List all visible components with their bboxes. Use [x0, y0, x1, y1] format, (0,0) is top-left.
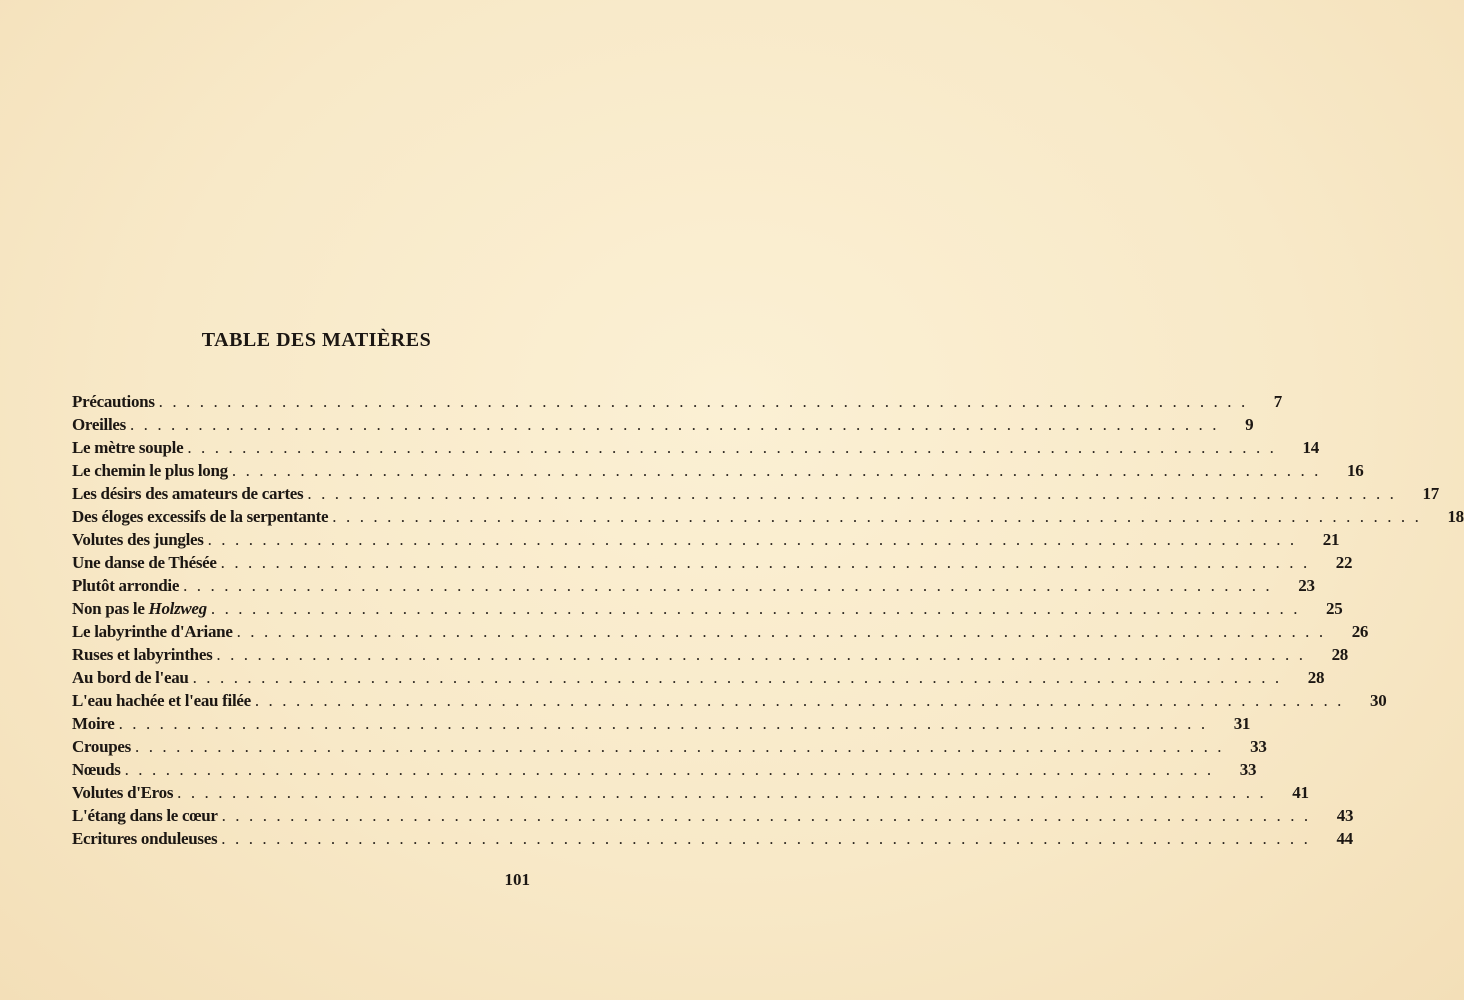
dot-leader: . . . . . . . . . . . . . . . . . . . . . . . . . . . . . . . . . . . . . . . . . . . . . . . . . . . . . . . . . . . . . . . . . . . . . . . . . . . . . . . . [207, 530, 1297, 549]
toc-entry-page: 28 [1331, 645, 1348, 664]
toc-entry-title-text: Les désirs des amateurs de cartes [72, 484, 304, 503]
toc-entry-title [72, 551, 217, 574]
toc-entry-page: 22 [1335, 553, 1353, 572]
toc-entry-page: 16 [1347, 461, 1364, 480]
toc-entry-title [72, 666, 189, 689]
toc-entry-title [72, 482, 303, 505]
toc-entry [72, 413, 1254, 436]
toc-entry-title-text: Volutes d'Eros [72, 783, 174, 802]
dot-leader: . . . . . . . . . . . . . . . . . . . . . . . . . . . . . . . . . . . . . . . . . . . . . . . . . . . . . . . . . . . . . . . . . . . . . . . . . . . . . . . . [221, 806, 1311, 825]
dot-leader: . . . . . . . . . . . . . . . . . . . . . . . . . . . . . . . . . . . . . . . . . . . . . . . . . . . . . . . . . . . . . . . . . . . . . . . . . . . . . . . . [220, 553, 1310, 572]
dot-leader: . . . . . . . . . . . . . . . . . . . . . . . . . . . . . . . . . . . . . . . . . . . . . . . . . . . . . . . . . . . . . . . . . . . . . . . . . . . . . . . . [187, 438, 1277, 457]
toc-entry [72, 574, 1315, 597]
toc-entry-title [72, 528, 204, 551]
toc-entry-title-text: Plutôt arrondie [72, 576, 180, 595]
toc-entry-title-text: Au bord de l'eau [72, 668, 189, 687]
toc-entry [72, 620, 1369, 643]
toc-entry-title [72, 436, 183, 459]
toc-entry-title-text: Oreilles [72, 415, 126, 434]
toc-entry [72, 827, 1353, 850]
toc-entry-page: 43 [1336, 806, 1354, 825]
toc-entry-title [72, 827, 217, 850]
toc-entry [72, 528, 1340, 551]
toc-entry-title-text: Croupes [72, 737, 131, 756]
toc-entry-title-text: Moire [72, 714, 115, 733]
toc-entry-title [72, 804, 218, 827]
toc-entry-title-text: Ecritures onduleuses [72, 829, 218, 848]
toc-entry-title [72, 781, 173, 804]
toc-entry-title-text: Précautions [72, 392, 155, 411]
dot-leader: . . . . . . . . . . . . . . . . . . . . . . . . . . . . . . . . . . . . . . . . . . . . . . . . . . . . . . . . . . . . . . . . . . . . . . . . . . . . . . . . [124, 760, 1214, 779]
toc-entry-title [72, 712, 115, 735]
toc-entry-title [72, 505, 328, 528]
dot-leader: . . . . . . . . . . . . . . . . . . . . . . . . . . . . . . . . . . . . . . . . . . . . . . . . . . . . . . . . . . . . . . . . . . . . . . . . . . . . . . . . [254, 691, 1345, 710]
toc-entry-title [72, 758, 121, 781]
toc-entry-title-text: Le chemin le plus long [72, 461, 228, 480]
toc-entry [72, 735, 1267, 758]
toc-entry-page: 28 [1307, 668, 1325, 687]
dot-leader: . . . . . . . . . . . . . . . . . . . . . . . . . . . . . . . . . . . . . . . . . . . . . . . . . . . . . . . . . . . . . . . . . . . . . . . . . . . . . . . . [135, 737, 1225, 756]
toc-entry-page: 23 [1298, 576, 1315, 595]
toc-entry-title-text: L'étang dans le cœur [72, 806, 218, 825]
dot-leader: . . . . . . . . . . . . . . . . . . . . . . . . . . . . . . . . . . . . . . . . . . . . . . . . . . . . . . . . . . . . . . . . . . . . . . . . . . . . . . . . [183, 576, 1273, 595]
toc-entry [72, 459, 1364, 482]
toc-entry-title-text: Non pas le [72, 599, 149, 618]
dot-leader: . . . . . . . . . . . . . . . . . . . . . . . . . . . . . . . . . . . . . . . . . . . . . . . . . . . . . . . . . . . . . . . . . . . . . . . . . . . . . . . . [118, 714, 1208, 733]
dot-leader: . . . . . . . . . . . . . . . . . . . . . . . . . . . . . . . . . . . . . . . . . . . . . . . . . . . . . . . . . . . . . . . . . . . . . . . . . . . . . . . . [307, 484, 1397, 503]
toc-entry [72, 597, 1343, 620]
toc-entry-page: 9 [1245, 415, 1254, 434]
toc-entry-page: 31 [1233, 714, 1251, 733]
page-title: TABLE DES MATIÈRES [201, 329, 432, 352]
dot-leader: . . . . . . . . . . . . . . . . . . . . . . . . . . . . . . . . . . . . . . . . . . . . . . . . . . . . . . . . . . . . . . . . . . . . . . . . . . . . . . . . [129, 415, 1220, 434]
toc-entry [72, 643, 1348, 666]
dot-leader: . . . . . . . . . . . . . . . . . . . . . . . . . . . . . . . . . . . . . . . . . . . . . . . . . . . . . . . . . . . . . . . . . . . . . . . . . . . . . . . . [221, 829, 1311, 848]
toc-entry-title-text: Le labyrinthe d'Ariane [72, 622, 233, 641]
toc-entry-page: 41 [1292, 783, 1309, 802]
toc-entry [72, 781, 1309, 804]
toc-entry [72, 666, 1325, 689]
toc-entry [72, 689, 1387, 712]
toc-entry [72, 482, 1439, 505]
toc-entry-page: 26 [1351, 622, 1369, 641]
dot-leader: . . . . . . . . . . . . . . . . . . . . . . . . . . . . . . . . . . . . . . . . . . . . . . . . . . . . . . . . . . . . . . . . . . . . . . . . . . . . . . . . [158, 392, 1248, 411]
toc-entry-title [72, 620, 233, 643]
toc-entry-title [72, 689, 251, 712]
toc-entry [72, 712, 1251, 735]
toc-entry-title-text: Des éloges excessifs de la serpentante [72, 507, 329, 526]
toc-entry-page: 33 [1239, 760, 1257, 779]
toc-entry [72, 758, 1257, 781]
toc-entry-page: 14 [1302, 438, 1319, 457]
dot-leader: . . . . . . . . . . . . . . . . . . . . . . . . . . . . . . . . . . . . . . . . . . . . . . . . . . . . . . . . . . . . . . . . . . . . . . . . . . . . . . . . [177, 783, 1267, 802]
toc-entry-title-text: Nœuds [72, 760, 121, 779]
toc-entry-page: 25 [1326, 599, 1343, 618]
toc-entry [72, 551, 1353, 574]
toc-entry-title [72, 597, 207, 620]
toc-entry-title-text: Le mètre souple [72, 438, 184, 457]
dot-leader: . . . . . . . . . . . . . . . . . . . . . . . . . . . . . . . . . . . . . . . . . . . . . . . . . . . . . . . . . . . . . . . . . . . . . . . . . . . . . . . . [216, 645, 1306, 664]
toc-entry-page: 33 [1250, 737, 1267, 756]
toc-entry-title-text: Volutes des jungles [72, 530, 204, 549]
toc-entry-title [72, 390, 155, 413]
dot-leader: . . . . . . . . . . . . . . . . . . . . . . . . . . . . . . . . . . . . . . . . . . . . . . . . . . . . . . . . . . . . . . . . . . . . . . . . . . . . . . . . [332, 507, 1422, 526]
toc-entry-title-text: Une danse de Thésée [72, 553, 217, 572]
toc-entry-title [72, 735, 131, 758]
dot-leader: . . . . . . . . . . . . . . . . . . . . . . . . . . . . . . . . . . . . . . . . . . . . . . . . . . . . . . . . . . . . . . . . . . . . . . . . . . . . . . . . [210, 599, 1301, 618]
toc-entry-title-text: Ruses et labyrinthes [72, 645, 213, 664]
toc-entry-page: 44 [1336, 829, 1353, 848]
toc-entry-title [72, 574, 179, 597]
dot-leader: . . . . . . . . . . . . . . . . . . . . . . . . . . . . . . . . . . . . . . . . . . . . . . . . . . . . . . . . . . . . . . . . . . . . . . . . . . . . . . . . [192, 668, 1282, 687]
toc-entry [72, 804, 1354, 827]
toc-entry-title-text: L'eau hachée et l'eau filée [72, 691, 251, 710]
toc-entry [72, 390, 1282, 413]
toc-entry [72, 505, 1464, 528]
toc-entry-title [72, 459, 228, 482]
toc-entry-page: 17 [1422, 484, 1439, 503]
dot-leader: . . . . . . . . . . . . . . . . . . . . . . . . . . . . . . . . . . . . . . . . . . . . . . . . . . . . . . . . . . . . . . . . . . . . . . . . . . . . . . . . [236, 622, 1326, 641]
dot-leader: . . . . . . . . . . . . . . . . . . . . . . . . . . . . . . . . . . . . . . . . . . . . . . . . . . . . . . . . . . . . . . . . . . . . . . . . . . . . . . . . [231, 461, 1322, 480]
page-number: 101 [504, 870, 530, 889]
toc-entry-page: 30 [1370, 691, 1387, 710]
toc-entry-page: 18 [1447, 507, 1464, 526]
toc-entry-title-italic: Holzweg [148, 599, 207, 618]
toc-entry-page: 21 [1322, 530, 1340, 549]
table-of-contents [72, 390, 1464, 850]
toc-entry-page: 7 [1273, 392, 1282, 411]
toc-entry-title [72, 413, 126, 436]
toc-entry-title [72, 643, 212, 666]
toc-entry [72, 436, 1319, 459]
